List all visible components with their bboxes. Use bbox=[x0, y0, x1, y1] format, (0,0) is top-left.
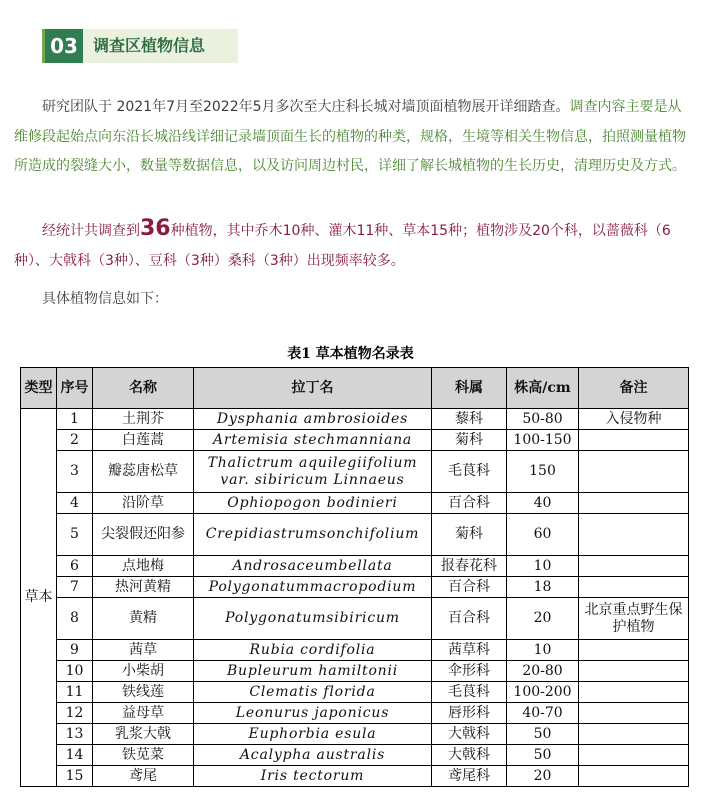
cell-name: 益母草 bbox=[93, 703, 194, 724]
cell-note bbox=[579, 556, 689, 577]
cell-family: 毛茛科 bbox=[432, 682, 507, 703]
cell-family: 大戟科 bbox=[432, 745, 507, 766]
detail-intro: 具体植物信息如下： bbox=[42, 291, 168, 307]
table-row bbox=[21, 514, 689, 556]
cell-note bbox=[579, 430, 689, 451]
cell-latin: Thalictrum aquilegiifolium var. sibiricum Linnaeus bbox=[194, 451, 432, 493]
table-row bbox=[21, 430, 689, 451]
table-row bbox=[21, 766, 689, 787]
cell-note bbox=[579, 661, 689, 682]
cell-height: 100-150 bbox=[507, 430, 579, 451]
cell-family: 百合科 bbox=[432, 493, 507, 514]
cell-height: 10 bbox=[507, 556, 579, 577]
cell-height: 10 bbox=[507, 640, 579, 661]
cell-note: 北京重点野生保护植物 bbox=[579, 598, 689, 640]
cell-family: 大戟科 bbox=[432, 724, 507, 745]
cell-name: 乳浆大戟 bbox=[93, 724, 194, 745]
table-row bbox=[21, 493, 689, 514]
stats-count: 36 bbox=[140, 216, 171, 241]
cell-height: 50-80 bbox=[507, 409, 579, 430]
cell-no: 14 bbox=[57, 745, 93, 766]
cell-latin: Euphorbia esula bbox=[194, 724, 432, 745]
cell-note bbox=[579, 703, 689, 724]
cell-note bbox=[579, 682, 689, 703]
cell-family: 百合科 bbox=[432, 598, 507, 640]
cell-latin: Dysphania ambrosioides bbox=[194, 409, 432, 430]
section-header bbox=[42, 29, 238, 63]
cell-height: 60 bbox=[507, 514, 579, 556]
cell-height: 50 bbox=[507, 724, 579, 745]
cell-family: 报春花科 bbox=[432, 556, 507, 577]
cell-note bbox=[579, 724, 689, 745]
cell-height: 40 bbox=[507, 493, 579, 514]
cell-family: 百合科 bbox=[432, 577, 507, 598]
cell-no: 1 bbox=[57, 409, 93, 430]
cell-no: 12 bbox=[57, 703, 93, 724]
cell-name: 尖裂假还阳参 bbox=[93, 514, 194, 556]
cell-height: 20-80 bbox=[507, 661, 579, 682]
intro-text-b: 调查内容主要是从维修段起始点向东沿长城沿线详细记录墙顶面生长的植物的种类，规格，生境等相关生物信息，拍照测量植物所造成的裂缝大小，数量等数据信息，以及访问周边村民，详细了解长城植物的生长历史，清理历史及方式。 bbox=[14, 99, 686, 174]
cell-latin: Clematis florida bbox=[194, 682, 432, 703]
section-title: 调查区植物信息 bbox=[93, 36, 206, 55]
header-note: 备注 bbox=[579, 368, 689, 409]
cell-note bbox=[579, 745, 689, 766]
cell-no: 3 bbox=[57, 451, 93, 493]
cell-note: 入侵物种 bbox=[579, 409, 689, 430]
cell-height: 18 bbox=[507, 577, 579, 598]
cell-family: 伞形科 bbox=[432, 661, 507, 682]
cell-no: 2 bbox=[57, 430, 93, 451]
table-row bbox=[21, 682, 689, 703]
cell-name: 土荆芥 bbox=[93, 409, 194, 430]
cell-name: 茜草 bbox=[93, 640, 194, 661]
intro-text-a: 研究团队于 2021年7月至2022年5月多次至大庄科长城对墙顶面植物展开详细踏查。 bbox=[42, 99, 570, 115]
cell-no: 5 bbox=[57, 514, 93, 556]
cell-height: 40-70 bbox=[507, 703, 579, 724]
stats-suffix: 种植物，其中乔木10种、灌木11种、草本15种；植物涉及20个科，以蔷薇科（6种）、大戟科（3种）、豆科（3种）桑科（3种）出现频率较多。 bbox=[14, 223, 671, 269]
cell-latin: Ophiopogon bodinieri bbox=[194, 493, 432, 514]
cell-height: 150 bbox=[507, 451, 579, 493]
intro-paragraph bbox=[14, 93, 690, 182]
cell-note bbox=[579, 766, 689, 787]
stats-paragraph bbox=[14, 214, 690, 276]
cell-note bbox=[579, 577, 689, 598]
cell-family: 茜草科 bbox=[432, 640, 507, 661]
cell-family: 藜科 bbox=[432, 409, 507, 430]
cell-note bbox=[579, 493, 689, 514]
cell-note bbox=[579, 640, 689, 661]
table-row bbox=[21, 640, 689, 661]
cell-no: 4 bbox=[57, 493, 93, 514]
header-height: 株高/cm bbox=[507, 368, 579, 409]
header-no: 序号 bbox=[57, 368, 93, 409]
cell-latin: Iris tectorum bbox=[194, 766, 432, 787]
table-header-row bbox=[21, 368, 689, 409]
header-latin: 拉丁名 bbox=[194, 368, 432, 409]
cell-no: 15 bbox=[57, 766, 93, 787]
cell-latin: Artemisia stechmanniana bbox=[194, 430, 432, 451]
header-type: 类型 bbox=[21, 368, 57, 409]
table-row bbox=[21, 703, 689, 724]
cell-latin: Polygonatumsibiricum bbox=[194, 598, 432, 640]
header-family: 科属 bbox=[432, 368, 507, 409]
cell-family: 菊科 bbox=[432, 430, 507, 451]
cell-name: 热河黄精 bbox=[93, 577, 194, 598]
cell-latin: Crepidiastrumsonchifolium bbox=[194, 514, 432, 556]
cell-height: 50 bbox=[507, 745, 579, 766]
cell-name: 白莲蒿 bbox=[93, 430, 194, 451]
plant-table bbox=[20, 367, 689, 787]
cell-no: 10 bbox=[57, 661, 93, 682]
cell-latin: Acalypha australis bbox=[194, 745, 432, 766]
cell-name: 点地梅 bbox=[93, 556, 194, 577]
table-row bbox=[21, 745, 689, 766]
cell-name: 黄精 bbox=[93, 598, 194, 640]
section-number: 03 bbox=[45, 29, 83, 63]
cell-no: 6 bbox=[57, 556, 93, 577]
cell-note bbox=[579, 514, 689, 556]
cell-name: 鸢尾 bbox=[93, 766, 194, 787]
table-row bbox=[21, 451, 689, 493]
cell-family: 唇形科 bbox=[432, 703, 507, 724]
table-row bbox=[21, 661, 689, 682]
cell-latin: Androsaceumbellata bbox=[194, 556, 432, 577]
cell-name: 沿阶草 bbox=[93, 493, 194, 514]
cell-family: 菊科 bbox=[432, 514, 507, 556]
table-row bbox=[21, 409, 689, 430]
cell-height: 100-200 bbox=[507, 682, 579, 703]
cell-name: 铁线莲 bbox=[93, 682, 194, 703]
cell-height: 20 bbox=[507, 766, 579, 787]
cell-family: 毛茛科 bbox=[432, 451, 507, 493]
cell-latin: Leonurus japonicus bbox=[194, 703, 432, 724]
cell-latin: Rubia cordifolia bbox=[194, 640, 432, 661]
cell-no: 9 bbox=[57, 640, 93, 661]
table-row bbox=[21, 724, 689, 745]
cell-no: 11 bbox=[57, 682, 93, 703]
stats-prefix: 经统计共调查到 bbox=[42, 223, 140, 239]
cell-no: 7 bbox=[57, 577, 93, 598]
cell-name: 瓣蕊唐松草 bbox=[93, 451, 194, 493]
cell-name: 小柴胡 bbox=[93, 661, 194, 682]
cell-height: 20 bbox=[507, 598, 579, 640]
table-row bbox=[21, 598, 689, 640]
cell-latin: Bupleurum hamiltonii bbox=[194, 661, 432, 682]
cell-no: 13 bbox=[57, 724, 93, 745]
header-name: 名称 bbox=[93, 368, 194, 409]
cell-latin: Polygonatummacropodium bbox=[194, 577, 432, 598]
cell-name: 铁苋菜 bbox=[93, 745, 194, 766]
table-caption: 表1 草本植物名录表 bbox=[287, 346, 414, 362]
table-row bbox=[21, 577, 689, 598]
type-cell: 草本 bbox=[21, 409, 57, 787]
cell-note bbox=[579, 451, 689, 493]
cell-no: 8 bbox=[57, 598, 93, 640]
table-row bbox=[21, 556, 689, 577]
cell-family: 鸢尾科 bbox=[432, 766, 507, 787]
